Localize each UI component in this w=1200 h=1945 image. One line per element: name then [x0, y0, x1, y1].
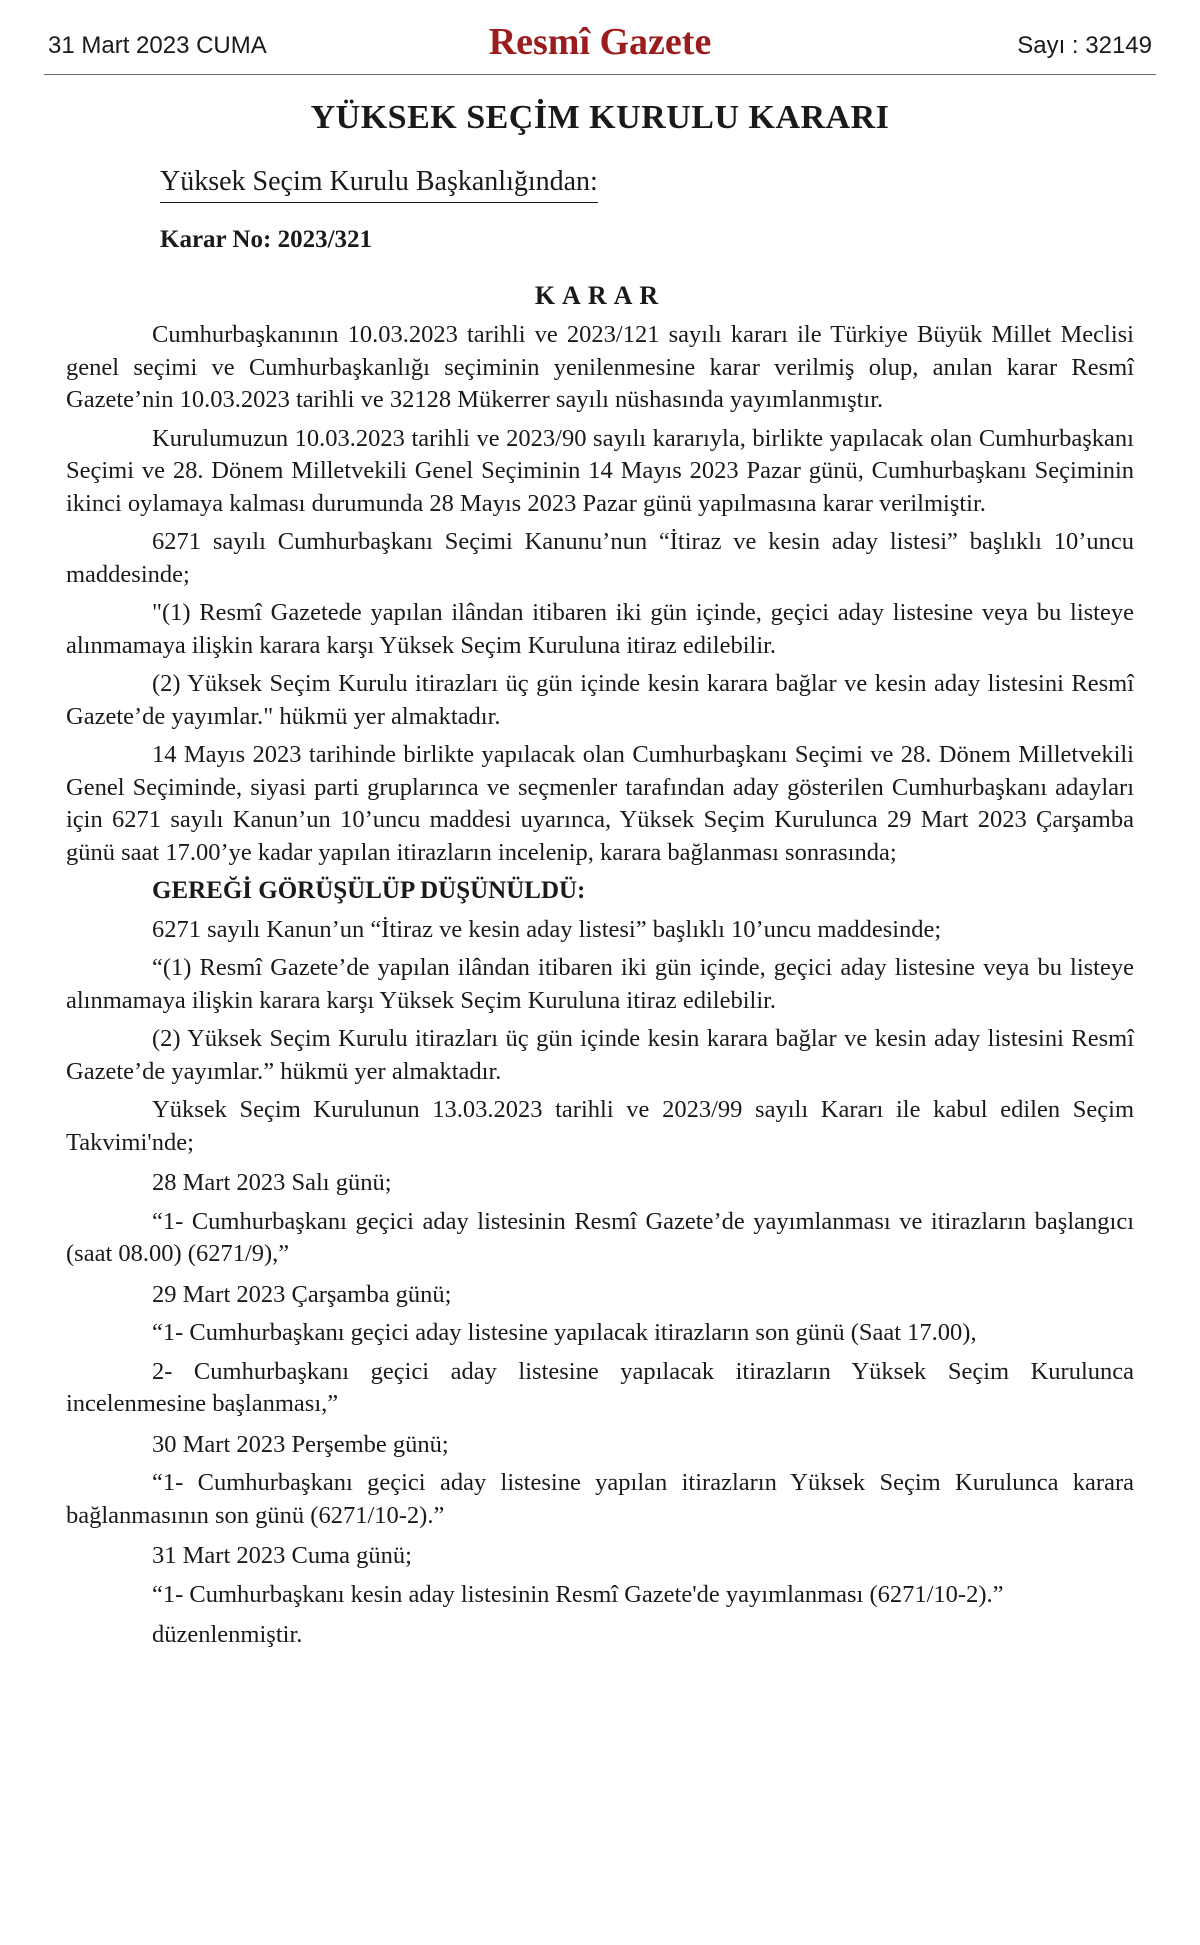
gazette-title: Resmî Gazete	[488, 21, 712, 63]
schedule-date: 31 Mart 2023 Cuma günü;	[152, 1542, 412, 1569]
paragraph: Kurulumuzun 10.03.2023 tarihli ve 2023/90 sayılı kararıyla, birlikte yapılacak olan Cumhurbaşkanı Seçimi ve 28. Dönem Milletvekili Genel Seçiminin 14 Mayıs 2023 Pazar günü, Cumhurbaşkanı Seçiminin ikinci oylamaya kalması durumunda 28 Mayıs 2023 Pazar günü yapılmasına karar verilmiştir.	[66, 424, 1134, 517]
deliberation-heading: GEREĞİ GÖRÜŞÜLÜP DÜŞÜNÜLDÜ:	[152, 877, 586, 904]
schedule-item: 2- Cumhurbaşkanı geçici aday listesine yapılacak itirazların Yüksek Seçim Kurulunca incelenmesine başlanması,”	[66, 1357, 1134, 1417]
paragraph: (2) Yüksek Seçim Kurulu itirazları üç gün içinde kesin karara bağlar ve kesin aday listesini Resmî Gazete’de yayımlar." hükmü yer almaktadır.	[66, 670, 1134, 730]
paragraph: (2) Yüksek Seçim Kurulu itirazları üç gün içinde kesin karara bağlar ve kesin aday listesini Resmî Gazete’de yayımlar.” hükmü yer almaktadır.	[66, 1025, 1134, 1085]
paragraph: "(1) Resmî Gazetede yapılan ilândan itibaren iki gün içinde, geçici aday listesine veya bu listeye alınmamaya ilişkin karara karşı Yüksek Seçim Kuruluna itiraz edilebilir.	[66, 599, 1134, 659]
schedule-item: “1- Cumhurbaşkanı geçici aday listesinin Resmî Gazete’de yayımlanması ve itirazların başlangıcı (saat 08.00) (6271/9),”	[66, 1207, 1134, 1267]
header-date: 31 Mart 2023 CUMA	[48, 32, 267, 59]
issue-number: Sayı : 32149	[1017, 32, 1152, 59]
decision-number: Karar No: 2023/321	[160, 226, 373, 253]
paragraph: Yüksek Seçim Kurulunun 13.03.2023 tarihli ve 2023/99 sayılı Kararı ile kabul edilen Seçim Takvimi'nde;	[66, 1096, 1134, 1156]
document-body	[66, 90, 1134, 1652]
schedule-item: “1- Cumhurbaşkanı geçici aday listesine yapılacak itirazların son günü (Saat 17.00),	[152, 1319, 977, 1346]
document-title: YÜKSEK SEÇİM KURULU KARARI	[310, 99, 890, 136]
schedule-date: 29 Mart 2023 Çarşamba günü;	[152, 1280, 452, 1308]
gazette-header	[44, 18, 1156, 75]
schedule-item: “1- Cumhurbaşkanı kesin aday listesinin Resmî Gazete'de yayımlanması (6271/10-2).”	[152, 1580, 1004, 1608]
paragraph: “(1) Resmî Gazete’de yapılan ilândan itibaren iki gün içinde, geçici aday listesine veya bu listeye alınmamaya ilişkin karara karşı Yüksek Seçim Kuruluna itiraz edilebilir.	[66, 954, 1134, 1014]
closing-text: düzenlenmiştir.	[152, 1621, 303, 1648]
paragraph: Cumhurbaşkanının 10.03.2023 tarihli ve 2023/121 sayılı kararı ile Türkiye Büyük Millet Meclisi genel seçimi ve Cumhurbaşkanlığı seçiminin yenilenmesine karar verilmiş olup, anılan karar Resmî Gazete’nin 10.03.2023 tarihli ve 32128 Mükerrer sayılı nüshasında yayımlanmıştır.	[66, 321, 1134, 413]
schedule-date: 28 Mart 2023 Salı günü;	[152, 1169, 392, 1196]
paragraph: 6271 sayılı Cumhurbaşkanı Seçimi Kanunu’nun “İtiraz ve kesin aday listesi” başlıklı 10’uncu maddesinde;	[66, 528, 1134, 588]
karar-heading: KARAR	[534, 281, 666, 310]
paragraph: 6271 sayılı Kanun’un “İtiraz ve kesin aday listesi” başlıklı 10’uncu maddesinde;	[152, 915, 942, 943]
paragraph: 14 Mayıs 2023 tarihinde birlikte yapılacak olan Cumhurbaşkanı Seçimi ve 28. Dönem Milletvekili Genel Seçiminde, siyasi parti gruplarınca ve seçmenler tarafından aday gösterilen Cumhurbaşkanı adayları için 6271 sayılı Kanun’un 10’uncu maddesi uyarınca, Yüksek Seçim Kurulunca 29 Mart 2023 Çarşamba günü saat 17.00’ye kadar yapılan itirazların incelenip, karara bağlanması sonrasında;	[66, 741, 1134, 866]
schedule-date: 30 Mart 2023 Perşembe günü;	[152, 1430, 449, 1458]
schedule-item: “1- Cumhurbaşkanı geçici aday listesine yapılan itirazların Yüksek Seçim Kurulunca karara bağlanmasının son günü (6271/10-2).”	[66, 1469, 1134, 1529]
issuing-authority: Yüksek Seçim Kurulu Başkanlığından:	[160, 164, 598, 203]
